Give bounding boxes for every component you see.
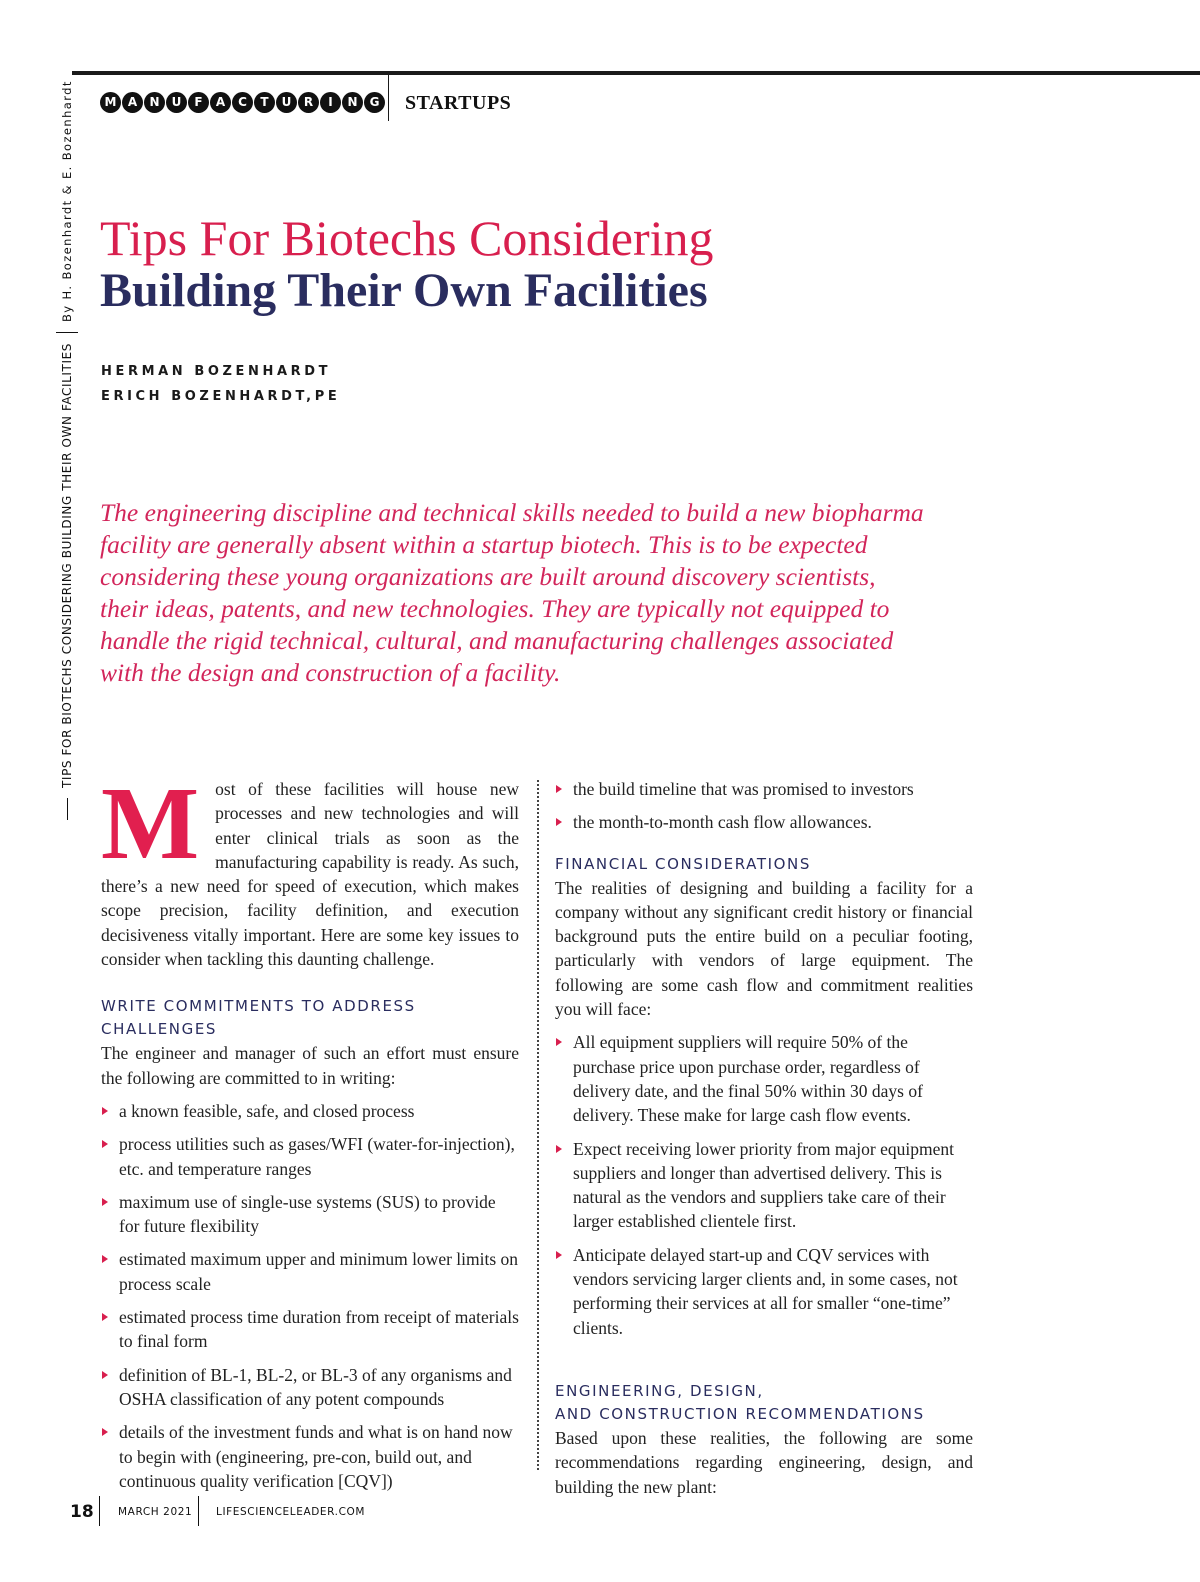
list-item: details of the investment funds and what is on hand now to begin with (engineering, pre-con, build out, and continuous quality verification [CQV]): [101, 1420, 519, 1493]
rail-separator: [56, 332, 78, 333]
page-number: 18: [70, 1502, 94, 1522]
kicker-letter: T: [254, 92, 275, 113]
intro-text: ost of these facilities will house new processes and new technologies and will enter clinical trials as soon as the manufacturing capability is ready. As such, there’s a new need for speed of execution, which makes scope precision, facility definition, and execution decisiveness vitally important. Here are some key issues to consider when tackling this daunting challenge.: [101, 779, 519, 970]
kicker-letter: U: [276, 92, 297, 113]
deck-line: The engineering discipline and technical skills needed to build a new biopharma: [100, 498, 924, 527]
kicker-letter: U: [166, 92, 187, 113]
kicker-letter: N: [342, 92, 363, 113]
heading-engineering-line1: ENGINEERING, DESIGN,: [555, 1381, 764, 1400]
deck-line: facility are generally absent within a startup biotech. This is to be expected: [100, 530, 868, 560]
issue-date: MARCH 2021: [118, 1506, 193, 1518]
list-item: All equipment suppliers will require 50% of the purchase price upon purchase order, regardless of delivery date, and the final 50% within 30 days of delivery. These make for large cash flow events.: [555, 1030, 973, 1127]
side-rail: [56, 80, 78, 820]
deck-line: with the design and construction of a facility.: [100, 658, 561, 688]
heading-engineering-line2: AND CONSTRUCTION RECOMMENDATIONS: [555, 1404, 925, 1423]
section-label: STARTUPS: [405, 92, 512, 114]
list-item: estimated process time duration from receipt of materials to final form: [101, 1305, 519, 1354]
list-item: estimated maximum upper and minimum lower limits on process scale: [101, 1247, 519, 1296]
kicker-letter: F: [188, 92, 209, 113]
kicker-letter: A: [210, 92, 231, 113]
section1-text: The engineer and manager of such an effort must ensure the following are committed to in writing:: [101, 1043, 519, 1088]
intro-paragraph: [101, 766, 519, 971]
list-item: Expect receiving lower priority from major equipment suppliers and longer than advertised delivery. This is natural as the vendors and suppliers take care of their larger established clientele first.: [555, 1137, 973, 1234]
section2-text: The realities of designing and building a facility for a company without any significant credit history or financial background puts the entire build on a peculiar footing, particularly with vendors of large equipment. The following are some cash flow and commitment realities you will face:: [555, 877, 973, 1020]
drop-cap: M: [101, 766, 200, 881]
continued-list: [555, 777, 973, 835]
list-item: maximum use of single-use systems (SUS) to provide for future flexibility: [101, 1190, 519, 1239]
kicker-letter: G: [364, 92, 385, 113]
manufacturing-kicker: [100, 92, 385, 113]
list-item: a known feasible, safe, and closed process: [101, 1099, 519, 1123]
list-item: the month-to-month cash flow allowances.: [555, 810, 973, 834]
footer-separator: [99, 1496, 100, 1526]
list-item: Anticipate delayed start-up and CQV services with vendors servicing larger clients and, in some cases, not performing their services at all for smaller “one-time” clients.: [555, 1243, 973, 1340]
right-column: [555, 777, 973, 1499]
site-link[interactable]: LIFESCIENCELEADER.COM: [216, 1506, 366, 1518]
heading-financial: FINANCIAL CONSIDERATIONS: [555, 854, 811, 873]
author-1: HERMAN BOZENHARDT: [101, 364, 332, 379]
header-separator: [388, 71, 389, 121]
left-column: [101, 766, 519, 1493]
rail-rule: [67, 798, 68, 820]
deck-line: handle the rigid technical, cultural, and manufacturing challenges associated: [100, 626, 894, 656]
deck-line: their ideas, patents, and new technologies. They are typically not equipped to: [100, 594, 890, 624]
rail-title: TIPS FOR BIOTECHS CONSIDERING BUILDING THEIR OWN FACILITIES: [60, 343, 74, 788]
kicker-letter: A: [122, 92, 143, 113]
list-item: process utilities such as gases/WFI (water-for-injection), etc. and temperature ranges: [101, 1132, 519, 1181]
financial-list: [555, 1030, 973, 1340]
section3-text: Based upon these realities, the following are some recommendations regarding engineering, design, and building the new plant:: [555, 1427, 973, 1497]
commitments-list: [101, 1099, 519, 1493]
kicker-letter: N: [144, 92, 165, 113]
heading-write-commitments: WRITE COMMITMENTS TO ADDRESS CHALLENGES: [101, 997, 416, 1039]
title-line-2: Building Their Own Facilities: [100, 264, 708, 317]
author-2: ERICH BOZENHARDT,PE: [101, 389, 341, 404]
kicker-letter: C: [232, 92, 253, 113]
kicker-letter: R: [298, 92, 319, 113]
list-item: the build timeline that was promised to investors: [555, 777, 973, 801]
rail-byline: By H. Bozenhardt & E. Bozenhardt: [60, 80, 74, 322]
kicker-letter: M: [100, 92, 121, 113]
list-item: definition of BL-1, BL-2, or BL-3 of any organisms and OSHA classification of any potent compounds: [101, 1363, 519, 1412]
footer-separator: [198, 1496, 199, 1526]
title-line-1: Tips For Biotechs Considering: [100, 210, 714, 266]
deck: [100, 497, 990, 690]
column-divider: [537, 780, 539, 1470]
deck-line: considering these young organizations are built around discovery scientists,: [100, 562, 876, 592]
kicker-letter: I: [320, 92, 341, 113]
top-rule: [72, 71, 1200, 75]
